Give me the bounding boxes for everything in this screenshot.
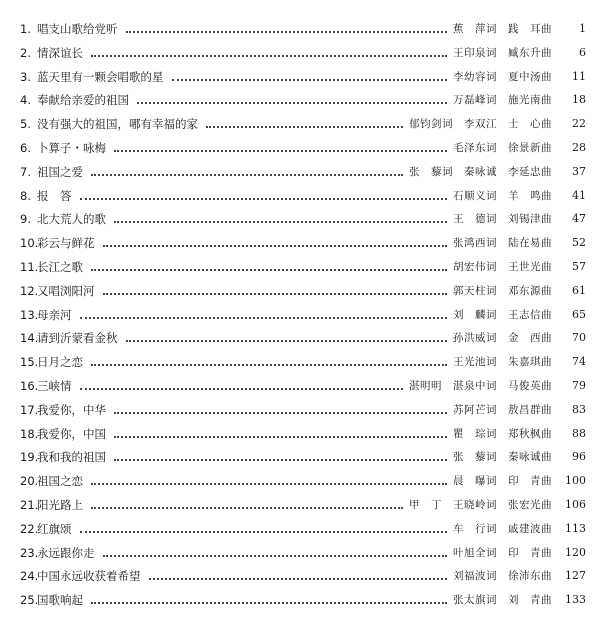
leader-dots xyxy=(91,269,447,271)
leader-dots xyxy=(91,507,403,509)
leader-dots xyxy=(91,483,447,485)
entry-number: 7. xyxy=(20,164,31,179)
entry-page-number: 11 xyxy=(572,69,586,83)
entry-page-number: 113 xyxy=(565,521,586,535)
entry-credits: 叶旭全词 印 青曲 xyxy=(453,546,552,559)
leader-dots xyxy=(80,198,447,200)
entry-page-number: 28 xyxy=(572,141,586,154)
entry-number: 24. xyxy=(20,569,39,584)
entry-number: 11. xyxy=(20,260,39,274)
entry-page-number: 18 xyxy=(572,93,586,107)
entry-title: 报 答 xyxy=(37,188,72,203)
toc-entry[interactable] xyxy=(0,423,600,445)
toc-entry[interactable] xyxy=(0,351,600,373)
entry-number: 18. xyxy=(20,426,39,441)
leader-dots xyxy=(114,436,447,438)
leader-dots xyxy=(206,126,403,128)
entry-title: 没有强大的祖国，哪有幸福的家 xyxy=(37,117,198,132)
entry-number: 3. xyxy=(20,69,31,84)
entry-credits: 张鸿西词 陆在易曲 xyxy=(453,237,552,250)
leader-dots xyxy=(172,79,447,81)
entry-page-number: 1 xyxy=(579,22,586,35)
entry-page-number: 22 xyxy=(572,117,586,131)
entry-page-number: 41 xyxy=(572,188,586,202)
entry-title: 彩云与鲜花 xyxy=(37,236,95,251)
leader-dots xyxy=(91,55,447,57)
entry-title: 永远跟你走 xyxy=(37,545,95,560)
entry-number: 19. xyxy=(20,450,39,465)
entry-credits: 晨 曝词 印 青曲 xyxy=(453,475,552,488)
entry-number: 10. xyxy=(20,236,39,251)
toc-entry[interactable] xyxy=(0,137,600,159)
entry-credits: 万磊峰词 施光南曲 xyxy=(453,94,552,107)
entry-number: 22. xyxy=(20,521,39,536)
leader-dots xyxy=(126,31,447,33)
toc-entry[interactable] xyxy=(0,518,600,540)
toc-entry[interactable] xyxy=(0,113,600,135)
entry-credits: 瞿 琮词 郑秋枫曲 xyxy=(453,427,552,440)
entry-number: 13. xyxy=(20,307,39,322)
entry-page-number: 52 xyxy=(572,236,586,250)
entry-title: 日月之恋 xyxy=(37,355,83,370)
entry-title: 奉献给亲爱的祖国 xyxy=(37,93,129,108)
entry-number: 16. xyxy=(20,379,39,393)
entry-credits: 毛泽东词 徐景新曲 xyxy=(453,142,552,154)
entry-number: 17. xyxy=(20,402,39,417)
entry-credits: 郭天柱词 邓东源曲 xyxy=(453,284,552,297)
entry-page-number: 74 xyxy=(572,355,586,369)
toc-entry[interactable] xyxy=(0,327,600,349)
entry-title: 我和我的祖国 xyxy=(37,450,106,465)
entry-page-number: 96 xyxy=(572,450,586,464)
toc-entry[interactable] xyxy=(0,161,600,183)
leader-dots xyxy=(103,293,447,295)
toc-entry[interactable] xyxy=(0,185,600,207)
toc-entry[interactable] xyxy=(0,470,600,492)
entry-title: 我爱你，中国 xyxy=(37,426,106,441)
entry-page-number: 37 xyxy=(572,164,586,178)
entry-credits: 苏阿芒词 敖昌群曲 xyxy=(453,403,552,416)
toc-entry[interactable] xyxy=(0,565,600,587)
toc-entry[interactable] xyxy=(0,280,600,302)
leader-dots xyxy=(137,102,447,104)
entry-credits: 张 藜词 秦咏诚 李延忠曲 xyxy=(409,165,552,178)
leader-dots xyxy=(80,531,447,533)
entry-title: 蓝天里有一颗会唱歌的星 xyxy=(37,69,164,84)
toc-entry[interactable] xyxy=(0,542,600,564)
entry-number: 1. xyxy=(20,22,31,36)
entry-title: 北大荒人的歌 xyxy=(37,212,106,227)
entry-page-number: 127 xyxy=(565,569,586,583)
entry-credits: 刘福波词 徐沛东曲 xyxy=(453,570,552,583)
entry-title: 请到沂蒙看金秋 xyxy=(37,331,118,346)
entry-number: 20. xyxy=(20,474,39,489)
toc-entry[interactable] xyxy=(0,304,600,326)
entry-number: 12. xyxy=(20,283,39,298)
entry-credits: 张 藜词 秦咏诚曲 xyxy=(453,451,552,464)
leader-dots xyxy=(149,578,447,580)
entry-page-number: 120 xyxy=(565,545,586,559)
entry-credits: 湛明明 湛泉中词 马俊英曲 xyxy=(409,380,552,392)
toc-entry[interactable] xyxy=(0,89,600,111)
entry-credits: 孙洪威词 金 西曲 xyxy=(453,332,552,345)
entry-title: 又唱浏阳河 xyxy=(37,283,95,298)
entry-credits: 刘 麟词 王志信曲 xyxy=(453,308,552,321)
entry-title: 红旗颂 xyxy=(37,521,72,536)
toc-entry[interactable] xyxy=(0,256,600,278)
entry-number: 15. xyxy=(20,355,39,370)
leader-dots xyxy=(91,174,403,176)
toc-entry[interactable] xyxy=(0,232,600,254)
entry-title: 我爱你，中华 xyxy=(37,402,106,417)
entry-page-number: 6 xyxy=(579,45,586,59)
entry-page-number: 57 xyxy=(572,260,586,273)
entry-credits: 王光池词 朱嘉琪曲 xyxy=(453,356,552,369)
toc-entry[interactable] xyxy=(0,42,600,64)
entry-title: 阳光路上 xyxy=(37,498,83,512)
entry-title: 长江之歌 xyxy=(37,260,83,274)
entry-title: 祖国之恋 xyxy=(37,474,83,489)
entry-credits: 胡宏伟词 王世光曲 xyxy=(453,261,552,273)
entry-title: 三峡情 xyxy=(37,379,72,393)
toc-entry[interactable] xyxy=(0,589,600,611)
entry-page-number: 133 xyxy=(565,593,586,607)
entry-number: 4. xyxy=(20,93,31,108)
entry-page-number: 88 xyxy=(572,426,586,440)
toc-entry[interactable] xyxy=(0,18,600,40)
entry-credits: 石顺义词 羊 鸣曲 xyxy=(453,189,552,202)
entry-credits: 张太旗词 刘 青曲 xyxy=(453,594,552,607)
leader-dots xyxy=(91,364,447,366)
entry-number: 25. xyxy=(20,593,39,608)
toc-entry[interactable] xyxy=(0,66,600,88)
leader-dots xyxy=(80,317,447,319)
entry-page-number: 100 xyxy=(565,474,586,488)
entry-number: 9. xyxy=(20,212,31,227)
leader-dots xyxy=(103,245,447,247)
entry-number: 5. xyxy=(20,117,31,132)
entry-page-number: 61 xyxy=(572,283,586,297)
entry-credits: 郁钧剑词 李双江 士 心曲 xyxy=(409,118,552,131)
entry-credits: 车 行词 戚建波曲 xyxy=(453,522,552,535)
leader-dots xyxy=(114,459,447,461)
entry-credits: 李幼容词 夏中汤曲 xyxy=(453,70,552,83)
entry-page-number: 83 xyxy=(572,402,586,416)
leader-dots xyxy=(114,150,447,152)
toc-entry[interactable] xyxy=(0,399,600,421)
toc-entry[interactable] xyxy=(0,208,600,230)
entry-number: 2. xyxy=(20,45,31,60)
entry-number: 23. xyxy=(20,545,39,560)
leader-dots xyxy=(103,555,447,557)
entry-credits: 王印泉词 臧东升曲 xyxy=(453,46,552,59)
entry-title: 唱支山歌给党听 xyxy=(37,22,118,36)
toc-entry[interactable] xyxy=(0,446,600,468)
entry-title: 中国永远收获着希望 xyxy=(37,569,141,584)
entry-title: 祖国之爱 xyxy=(37,164,83,179)
entry-title: 情深谊长 xyxy=(37,45,83,60)
entry-page-number: 47 xyxy=(572,212,586,226)
entry-page-number: 65 xyxy=(572,307,586,321)
entry-page-number: 70 xyxy=(572,331,586,345)
entry-number: 8. xyxy=(20,188,31,203)
entry-number: 6. xyxy=(20,141,31,155)
entry-number: 21. xyxy=(20,498,39,512)
leader-dots xyxy=(126,340,447,342)
entry-title: 卜算子・咏梅 xyxy=(37,141,106,155)
leader-dots xyxy=(80,388,403,390)
leader-dots xyxy=(114,221,447,223)
entry-title: 母亲河 xyxy=(37,307,72,322)
toc-entry[interactable] xyxy=(0,375,600,397)
leader-dots xyxy=(114,412,447,414)
entry-credits: 蕉 萍词 践 耳曲 xyxy=(453,23,552,35)
toc-entry[interactable] xyxy=(0,494,600,516)
entry-credits: 甲 丁 王晓岭词 张宏光曲 xyxy=(409,499,552,511)
entry-credits: 王 德词 刘锡津曲 xyxy=(453,213,552,226)
entry-title: 国歌响起 xyxy=(37,593,83,608)
entry-page-number: 79 xyxy=(572,379,586,392)
leader-dots xyxy=(91,602,447,604)
entry-page-number: 106 xyxy=(565,498,586,511)
entry-number: 14. xyxy=(20,331,39,346)
